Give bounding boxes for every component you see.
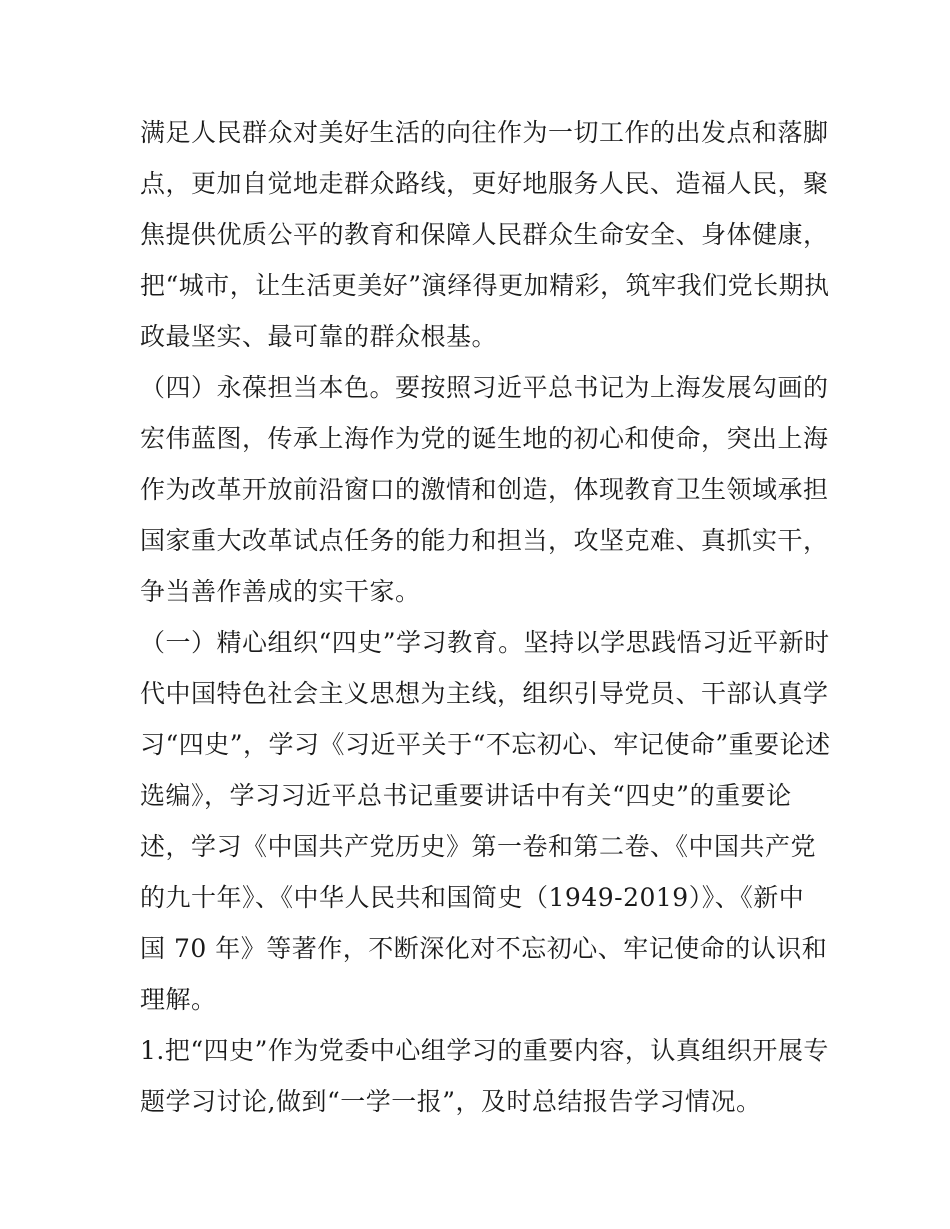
text-line: 国家重大改革试点任务的能力和担当，攻坚克难、真抓实干， — [140, 526, 829, 555]
text-line: （四）永葆担当本色。要按照习近平总书记为上海发展勾画的 — [140, 373, 829, 402]
text-line: 的九十年》、《中华人民共和国简史（1949-2019）》、《新中 — [140, 883, 805, 912]
text-line: （一）精心组织“四史”学习教育。坚持以学思践悟习近平新时 — [140, 628, 830, 657]
document-body — [140, 107, 831, 1127]
text-line: 习“四史”，学习《习近平关于“不忘初心、牢记使命”重要论述 — [140, 730, 831, 759]
text-line: 把“城市，让生活更美好”演绎得更加精彩，筑牢我们党长期执 — [140, 271, 830, 300]
text-line: 述，学习《中国共产党历史》第一卷和第二卷、《中国共产党 — [140, 832, 817, 861]
paragraph-section-one — [140, 617, 831, 1025]
paragraph-continuation — [140, 107, 830, 362]
paragraph-section-four — [140, 362, 829, 617]
text-line: 理解。 — [140, 985, 217, 1014]
text-line: 满足人民群众对美好生活的向往作为一切工作的出发点和落脚 — [140, 118, 829, 147]
text-line: 宏伟蓝图，传承上海作为党的诞生地的初心和使命，突出上海 — [140, 424, 829, 453]
text-line: 焦提供优质公平的教育和保障人民群众生命安全、身体健康， — [140, 220, 829, 249]
text-line: 选编》，学习习近平总书记重要讲话中有关“四史”的重要论 — [140, 781, 792, 810]
text-line: 作为改革开放前沿窗口的激情和创造，体现教育卫生领域承担 — [140, 475, 829, 504]
text-line: 代中国特色社会主义思想为主线，组织引导党员、干部认真学 — [140, 679, 829, 708]
paragraph-item-1 — [140, 1025, 829, 1127]
text-line: 点，更加自觉地走群众路线，更好地服务人民、造福人民，聚 — [140, 169, 829, 198]
text-line: 政最坚实、最可靠的群众根基。 — [140, 322, 498, 351]
text-line: 国 70 年》等著作，不断深化对不忘初心、牢记使命的认识和 — [140, 934, 828, 963]
text-line: 争当善作善成的实干家。 — [140, 577, 421, 606]
text-line: 题学习讨论,做到“一学一报”，及时总结报告学习情况。 — [140, 1087, 762, 1116]
text-line: 1.把“四史”作为党委中心组学习的重要内容，认真组织开展专 — [140, 1036, 829, 1065]
